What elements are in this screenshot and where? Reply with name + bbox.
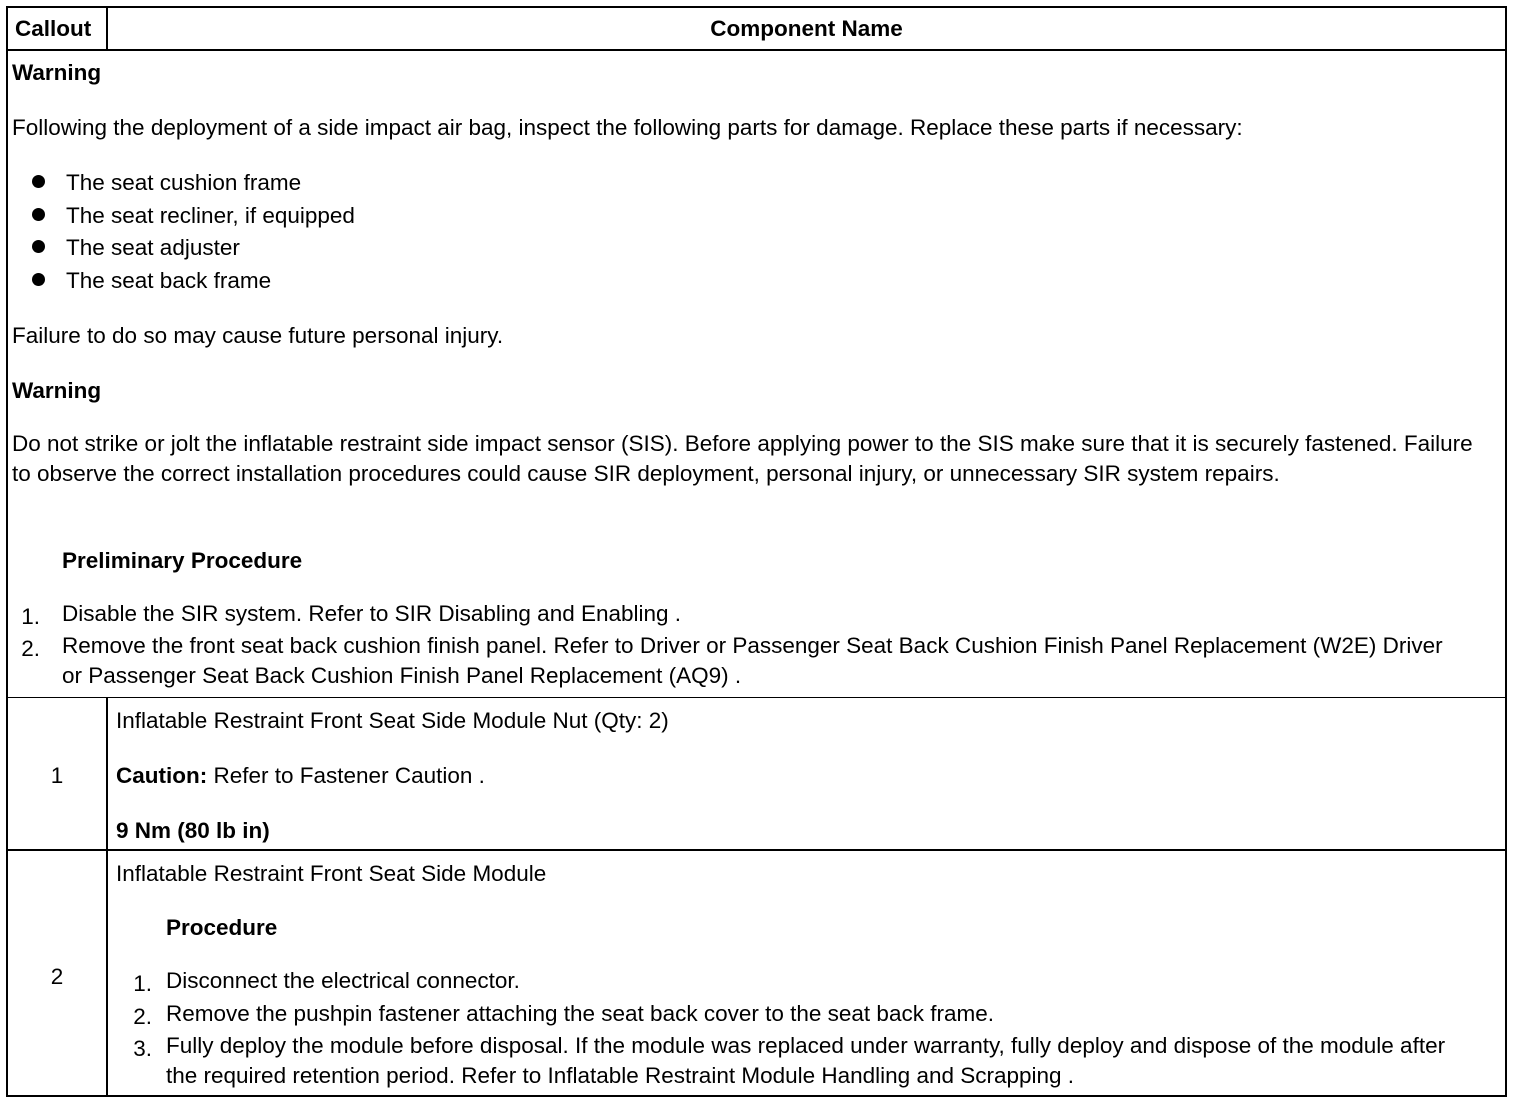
warning-text: Following the deployment of a side impact air bag, inspect the following parts for damage. Replace these parts if necessary: xyxy=(12,115,1243,140)
callout-cell xyxy=(8,851,108,1095)
step-number: 1. xyxy=(21,604,40,629)
procedure-title: Procedure xyxy=(166,915,278,940)
table-row xyxy=(8,698,1505,851)
procedure-title: Preliminary Procedure xyxy=(62,548,303,573)
callout-number: 1 xyxy=(50,763,64,788)
list-item: The seat back frame xyxy=(32,268,271,294)
component-name: Inflatable Restraint Front Seat Side Module xyxy=(116,861,547,886)
caution-note: Caution: Refer to Fastener Caution . xyxy=(116,763,485,788)
callout-cell xyxy=(8,698,108,849)
table-header xyxy=(8,8,1505,51)
component-name-column-header: Component Name xyxy=(710,16,903,41)
bullet-icon xyxy=(32,208,45,221)
bullet-icon xyxy=(32,175,45,188)
list-item: The seat cushion frame xyxy=(32,170,301,196)
warning-title: Warning xyxy=(12,60,102,85)
procedure-step: Disable the SIR system. Refer to SIR Disabling and Enabling . xyxy=(62,601,682,626)
torque-spec: 9 Nm (80 lb in) xyxy=(116,818,270,843)
step-number: 2. xyxy=(133,1004,152,1029)
step-number: 3. xyxy=(133,1036,152,1061)
warning-text: Do not strike or jolt the inflatable restraint side impact sensor (SIS). Before applying power to the SIS make sure that it is securely fastened. Failure to observe the correct installation procedures could cause SIR deployment, personal injury, or unnecessary SIR system repairs. xyxy=(12,431,1473,486)
callout-number: 2 xyxy=(50,964,64,989)
warning-title: Warning xyxy=(12,378,102,403)
list-item: The seat recliner, if equipped xyxy=(32,203,355,229)
component-table xyxy=(6,6,1507,1097)
procedure-step: Fully deploy the module before disposal. If the module was replaced under warranty, fully deploy and dispose of the module after the required retention period. Refer to Inflatable Restraint Module Handling and Scrapping . xyxy=(166,1033,1446,1088)
procedure-step: Disconnect the electrical connector. xyxy=(166,968,520,993)
warning-footer: Failure to do so may cause future personal injury. xyxy=(12,323,504,348)
step-number: 2. xyxy=(21,636,40,661)
step-number: 1. xyxy=(133,971,152,996)
component-name: Inflatable Restraint Front Seat Side Module Nut (Qty: 2) xyxy=(116,708,669,733)
intro-cell xyxy=(8,51,1505,698)
table-row xyxy=(8,851,1505,1095)
callout-column-header: Callout xyxy=(8,8,108,49)
bullet-icon xyxy=(32,273,45,286)
list-item: The seat adjuster xyxy=(32,235,240,261)
bullet-icon xyxy=(32,240,45,253)
procedure-step: Remove the front seat back cushion finish panel. Refer to Driver or Passenger Seat Back Cushion Finish Panel Replacement (W2E) Driver or Passenger Seat Back Cushion Finish Panel Replacement (AQ9) . xyxy=(62,633,1443,688)
procedure-step: Remove the pushpin fastener attaching the seat back cover to the seat back frame. xyxy=(166,1001,994,1026)
